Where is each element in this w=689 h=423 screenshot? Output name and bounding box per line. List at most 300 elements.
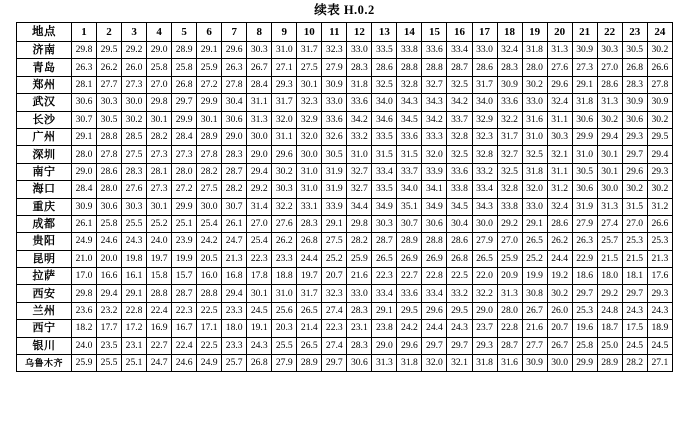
table-cell: 30.9 — [622, 94, 647, 111]
table-cell: 28.9 — [297, 355, 322, 372]
table-cell: 32.5 — [447, 76, 472, 93]
table-cell: 28.6 — [97, 163, 122, 180]
table-cell: 28.9 — [597, 355, 622, 372]
table-cell: 25.5 — [122, 215, 147, 232]
table-cell: 27.4 — [322, 302, 347, 319]
table-cell: 17.7 — [97, 320, 122, 337]
table-cell: 30.6 — [347, 355, 372, 372]
table-cell: 31.9 — [322, 163, 347, 180]
table-cell: 26.6 — [647, 215, 672, 232]
table-cell: 29.6 — [547, 76, 572, 93]
row-header-location: 深圳 — [17, 146, 72, 163]
table-cell: 30.1 — [247, 285, 272, 302]
table-cell: 22.3 — [322, 320, 347, 337]
table-cell: 23.7 — [472, 320, 497, 337]
column-header-9: 9 — [272, 23, 297, 42]
table-cell: 17.5 — [622, 320, 647, 337]
table-cell: 28.2 — [347, 233, 372, 250]
table-cell: 27.0 — [597, 59, 622, 76]
table-cell: 22.8 — [497, 320, 522, 337]
table-cell: 23.3 — [222, 337, 247, 354]
table-cell: 29.7 — [572, 285, 597, 302]
table-cell: 29.4 — [247, 163, 272, 180]
table-cell: 32.4 — [547, 94, 572, 111]
table-cell: 29.0 — [147, 42, 172, 59]
row-header-location: 兰州 — [17, 302, 72, 319]
table-cell: 32.3 — [322, 285, 347, 302]
table-cell: 24.3 — [647, 302, 672, 319]
table-cell: 28.0 — [72, 146, 97, 163]
table-cell: 28.3 — [122, 163, 147, 180]
table-cell: 29.1 — [197, 42, 222, 59]
table-cell: 25.7 — [222, 355, 247, 372]
table-cell: 30.1 — [597, 163, 622, 180]
column-header-4: 4 — [147, 23, 172, 42]
table-cell: 29.6 — [622, 163, 647, 180]
table-cell: 33.4 — [422, 285, 447, 302]
table-cell: 27.7 — [97, 76, 122, 93]
table-cell: 16.9 — [147, 320, 172, 337]
table-cell: 22.5 — [447, 268, 472, 285]
table-cell: 19.6 — [572, 320, 597, 337]
table-cell: 26.3 — [72, 59, 97, 76]
table-cell: 27.7 — [522, 337, 547, 354]
table-cell: 24.7 — [147, 355, 172, 372]
table-cell: 26.6 — [647, 59, 672, 76]
table-cell: 32.8 — [497, 181, 522, 198]
table-cell: 32.9 — [297, 111, 322, 128]
table-cell: 19.8 — [122, 250, 147, 267]
table-cell: 33.6 — [397, 128, 422, 145]
table-cell: 33.0 — [522, 94, 547, 111]
table-cell: 18.8 — [272, 268, 297, 285]
table-cell: 26.1 — [72, 215, 97, 232]
table-cell: 27.3 — [147, 146, 172, 163]
table-cell: 34.3 — [472, 198, 497, 215]
table-cell: 22.9 — [572, 250, 597, 267]
column-header-1: 1 — [72, 23, 97, 42]
table-cell: 29.4 — [597, 128, 622, 145]
table-cell: 30.6 — [622, 111, 647, 128]
table-cell: 29.2 — [497, 215, 522, 232]
table-cell: 28.2 — [147, 128, 172, 145]
table-cell: 26.8 — [172, 76, 197, 93]
table-cell: 30.2 — [647, 181, 672, 198]
table-cell: 33.4 — [447, 42, 472, 59]
table-cell: 30.4 — [222, 94, 247, 111]
table-cell: 29.5 — [97, 42, 122, 59]
table-cell: 33.6 — [397, 285, 422, 302]
table-cell: 30.3 — [272, 181, 297, 198]
row-header-location: 西宁 — [17, 320, 72, 337]
table-cell: 29.0 — [472, 302, 497, 319]
table-cell: 27.6 — [122, 181, 147, 198]
table-cell: 32.2 — [272, 198, 297, 215]
table-cell: 34.2 — [447, 94, 472, 111]
table-cell: 28.0 — [97, 181, 122, 198]
row-header-location: 长沙 — [17, 111, 72, 128]
table-cell: 23.9 — [172, 233, 197, 250]
table-cell: 27.0 — [497, 233, 522, 250]
table-cell: 26.9 — [422, 250, 447, 267]
table-cell: 29.1 — [372, 302, 397, 319]
table-cell: 27.9 — [322, 59, 347, 76]
table-cell: 17.0 — [72, 268, 97, 285]
table-cell: 31.5 — [622, 198, 647, 215]
table-cell: 28.4 — [72, 181, 97, 198]
table-cell: 32.8 — [472, 146, 497, 163]
table-cell: 22.4 — [172, 337, 197, 354]
table-cell: 31.8 — [472, 355, 497, 372]
table-cell: 27.6 — [547, 59, 572, 76]
table-cell: 29.4 — [647, 146, 672, 163]
table-cell: 26.7 — [522, 302, 547, 319]
table-cell: 34.4 — [347, 198, 372, 215]
table-cell: 30.9 — [322, 76, 347, 93]
table-cell: 31.1 — [547, 163, 572, 180]
table-cell: 30.5 — [572, 163, 597, 180]
table-cell: 33.9 — [422, 163, 447, 180]
table-cell: 24.2 — [197, 233, 222, 250]
table-cell: 30.0 — [297, 146, 322, 163]
table-cell: 26.8 — [447, 250, 472, 267]
table-cell: 25.8 — [172, 59, 197, 76]
table-cell: 30.6 — [572, 111, 597, 128]
table-cell: 25.1 — [122, 355, 147, 372]
column-header-8: 8 — [247, 23, 272, 42]
table-cell: 28.0 — [497, 302, 522, 319]
table-cell: 26.9 — [397, 250, 422, 267]
table-cell: 22.5 — [197, 337, 222, 354]
table-cell: 30.6 — [97, 198, 122, 215]
table-cell: 30.2 — [597, 111, 622, 128]
table-cell: 27.3 — [572, 59, 597, 76]
table-cell: 23.5 — [97, 337, 122, 354]
table-cell: 29.3 — [622, 128, 647, 145]
table-cell: 29.6 — [272, 146, 297, 163]
table-cell: 17.6 — [647, 268, 672, 285]
table-cell: 31.8 — [522, 163, 547, 180]
table-cell: 29.5 — [647, 128, 672, 145]
table-row — [17, 215, 673, 232]
column-header-23: 23 — [622, 23, 647, 42]
table-cell: 29.2 — [597, 285, 622, 302]
table-cell: 30.6 — [572, 181, 597, 198]
table-cell: 24.6 — [97, 233, 122, 250]
table-cell: 31.7 — [272, 94, 297, 111]
table-cell: 30.1 — [297, 76, 322, 93]
table-cell: 29.1 — [122, 285, 147, 302]
table-cell: 33.8 — [397, 42, 422, 59]
table-cell: 30.3 — [372, 215, 397, 232]
table-cell: 33.6 — [322, 111, 347, 128]
table-cell: 29.6 — [422, 302, 447, 319]
table-cell: 27.3 — [122, 76, 147, 93]
table-cell: 28.7 — [372, 233, 397, 250]
table-cell: 30.2 — [622, 181, 647, 198]
table-cell: 33.6 — [422, 42, 447, 59]
column-header-24: 24 — [647, 23, 672, 42]
table-cell: 23.2 — [97, 302, 122, 319]
table-cell: 29.4 — [97, 285, 122, 302]
table-cell: 21.5 — [597, 250, 622, 267]
table-cell: 34.9 — [372, 198, 397, 215]
table-cell: 28.3 — [622, 76, 647, 93]
table-cell: 21.5 — [622, 250, 647, 267]
table-cell: 20.0 — [97, 250, 122, 267]
table-cell: 26.3 — [572, 233, 597, 250]
table-cell: 30.0 — [197, 198, 222, 215]
table-cell: 33.2 — [347, 128, 372, 145]
table-cell: 28.8 — [197, 285, 222, 302]
table-cell: 31.1 — [272, 128, 297, 145]
table-cell: 32.7 — [497, 146, 522, 163]
row-header-location: 武汉 — [17, 94, 72, 111]
column-header-17: 17 — [472, 23, 497, 42]
table-cell: 25.2 — [322, 250, 347, 267]
table-cell: 16.8 — [222, 268, 247, 285]
table-cell: 33.5 — [372, 42, 397, 59]
table-cell: 29.0 — [372, 337, 397, 354]
table-cell: 29.9 — [172, 198, 197, 215]
table-cell: 27.5 — [297, 59, 322, 76]
table-cell: 24.3 — [447, 320, 472, 337]
table-cell: 24.5 — [247, 302, 272, 319]
table-cell: 31.7 — [497, 128, 522, 145]
table-cell: 33.5 — [372, 181, 397, 198]
table-cell: 28.1 — [147, 163, 172, 180]
table-cell: 34.3 — [397, 94, 422, 111]
table-cell: 29.7 — [622, 285, 647, 302]
row-header-location: 南宁 — [17, 163, 72, 180]
table-cell: 24.5 — [647, 337, 672, 354]
table-cell: 24.7 — [222, 233, 247, 250]
table-cell: 24.4 — [547, 250, 572, 267]
table-cell: 23.6 — [72, 302, 97, 319]
table-cell: 31.0 — [297, 163, 322, 180]
table-cell: 28.6 — [547, 215, 572, 232]
table-cell: 30.1 — [147, 111, 172, 128]
table-cell: 26.0 — [122, 59, 147, 76]
table-cell: 23.1 — [122, 337, 147, 354]
table-cell: 24.4 — [297, 250, 322, 267]
table-cell: 27.3 — [147, 181, 172, 198]
table-cell: 27.5 — [322, 233, 347, 250]
table-cell: 27.4 — [597, 215, 622, 232]
table-row — [17, 268, 673, 285]
row-header-location: 成都 — [17, 215, 72, 232]
table-cell: 30.0 — [547, 355, 572, 372]
table-cell: 30.7 — [72, 111, 97, 128]
table-cell: 32.1 — [447, 355, 472, 372]
table-cell: 34.5 — [397, 111, 422, 128]
table-cell: 31.0 — [347, 146, 372, 163]
table-cell: 31.0 — [572, 146, 597, 163]
table-cell: 24.6 — [172, 355, 197, 372]
table-cell: 31.0 — [272, 285, 297, 302]
table-cell: 32.7 — [347, 163, 372, 180]
table-cell: 28.4 — [172, 128, 197, 145]
table-row — [17, 42, 673, 59]
table-cell: 32.6 — [322, 128, 347, 145]
table-cell: 31.5 — [372, 146, 397, 163]
table-cell: 22.5 — [197, 302, 222, 319]
table-cell: 27.8 — [647, 76, 672, 93]
table-row — [17, 59, 673, 76]
table-cell: 19.7 — [147, 250, 172, 267]
table-cell: 32.8 — [397, 76, 422, 93]
table-cell: 29.0 — [222, 128, 247, 145]
table-cell: 30.9 — [497, 76, 522, 93]
table-cell: 25.2 — [522, 250, 547, 267]
table-cell: 32.5 — [447, 146, 472, 163]
table-cell: 30.7 — [222, 198, 247, 215]
table-cell: 26.2 — [547, 233, 572, 250]
table-cell: 22.7 — [397, 268, 422, 285]
table-row — [17, 163, 673, 180]
table-cell: 28.9 — [172, 42, 197, 59]
table-cell: 25.3 — [647, 233, 672, 250]
table-cell: 28.4 — [247, 76, 272, 93]
table-cell: 27.3 — [172, 146, 197, 163]
table-cell: 16.7 — [172, 320, 197, 337]
table-cell: 31.1 — [547, 111, 572, 128]
table-cell: 27.8 — [197, 146, 222, 163]
table-cell: 30.4 — [447, 215, 472, 232]
table-cell: 15.7 — [172, 268, 197, 285]
table-cell: 20.3 — [272, 320, 297, 337]
table-cell: 28.2 — [222, 181, 247, 198]
table-row — [17, 76, 673, 93]
table-cell: 28.7 — [497, 337, 522, 354]
table-cell: 30.9 — [572, 42, 597, 59]
table-cell: 25.4 — [197, 215, 222, 232]
table-cell: 27.9 — [472, 233, 497, 250]
table-cell: 19.9 — [522, 268, 547, 285]
table-cell: 31.7 — [297, 42, 322, 59]
table-cell: 34.0 — [397, 181, 422, 198]
row-header-location: 银川 — [17, 337, 72, 354]
table-cell: 28.6 — [447, 233, 472, 250]
table-cell: 32.0 — [297, 128, 322, 145]
table-cell: 25.9 — [497, 250, 522, 267]
table-cell: 30.0 — [122, 94, 147, 111]
table-cell: 27.1 — [647, 355, 672, 372]
table-cell: 22.3 — [372, 268, 397, 285]
table-cell: 28.3 — [347, 302, 372, 319]
table-cell: 27.9 — [272, 355, 297, 372]
table-cell: 18.6 — [572, 268, 597, 285]
column-header-15: 15 — [422, 23, 447, 42]
table-cell: 29.7 — [622, 146, 647, 163]
table-cell: 32.5 — [372, 76, 397, 93]
table-cell: 28.0 — [172, 163, 197, 180]
column-header-10: 10 — [297, 23, 322, 42]
table-cell: 33.1 — [297, 198, 322, 215]
table-cell: 29.0 — [247, 146, 272, 163]
table-cell: 20.7 — [322, 268, 347, 285]
row-header-location: 西安 — [17, 285, 72, 302]
table-cell: 16.0 — [197, 268, 222, 285]
table-cell: 24.5 — [622, 337, 647, 354]
table-cell: 18.0 — [222, 320, 247, 337]
table-cell: 32.2 — [472, 285, 497, 302]
table-cell: 17.8 — [247, 268, 272, 285]
table-cell: 26.8 — [622, 59, 647, 76]
table-cell: 30.2 — [547, 285, 572, 302]
table-cell: 19.1 — [247, 320, 272, 337]
table-cell: 32.2 — [497, 111, 522, 128]
table-cell: 21.4 — [297, 320, 322, 337]
table-cell: 30.2 — [647, 111, 672, 128]
table-cell: 31.0 — [522, 128, 547, 145]
table-cell: 25.2 — [147, 215, 172, 232]
table-cell: 31.5 — [397, 146, 422, 163]
table-cell: 24.8 — [597, 302, 622, 319]
table-cell: 33.4 — [372, 163, 397, 180]
header-row — [17, 23, 673, 42]
table-cell: 29.7 — [172, 94, 197, 111]
table-cell: 33.0 — [522, 198, 547, 215]
table-cell: 22.8 — [422, 268, 447, 285]
table-cell: 29.2 — [122, 42, 147, 59]
table-cell: 33.6 — [497, 94, 522, 111]
table-cell: 30.3 — [97, 94, 122, 111]
table-row — [17, 111, 673, 128]
column-header-19: 19 — [522, 23, 547, 42]
table-cell: 30.2 — [272, 163, 297, 180]
table-cell: 27.1 — [272, 59, 297, 76]
table-cell: 22.8 — [122, 302, 147, 319]
table-cell: 26.5 — [297, 302, 322, 319]
table-cell: 26.2 — [272, 233, 297, 250]
table-cell: 28.8 — [422, 233, 447, 250]
table-cell: 32.5 — [497, 163, 522, 180]
table-cell: 31.7 — [472, 76, 497, 93]
table-cell: 34.2 — [347, 111, 372, 128]
table-cell: 33.0 — [347, 285, 372, 302]
table-header — [17, 23, 673, 42]
table-cell: 33.6 — [347, 94, 372, 111]
table-cell: 31.3 — [597, 198, 622, 215]
table-cell: 28.6 — [472, 59, 497, 76]
table-row — [17, 337, 673, 354]
table-container — [0, 22, 689, 372]
table-cell: 34.3 — [422, 94, 447, 111]
table-cell: 26.3 — [222, 59, 247, 76]
column-header-22: 22 — [597, 23, 622, 42]
table-cell: 33.9 — [322, 198, 347, 215]
data-table — [16, 22, 673, 372]
table-cell: 27.8 — [222, 76, 247, 93]
column-header-12: 12 — [347, 23, 372, 42]
row-header-location: 贵阳 — [17, 233, 72, 250]
column-header-14: 14 — [397, 23, 422, 42]
table-cell: 29.6 — [222, 42, 247, 59]
table-cell: 31.4 — [247, 198, 272, 215]
table-cell: 30.2 — [647, 42, 672, 59]
table-cell: 25.8 — [147, 59, 172, 76]
table-cell: 29.9 — [572, 128, 597, 145]
table-cell: 33.6 — [447, 163, 472, 180]
table-cell: 24.0 — [147, 233, 172, 250]
table-cell: 33.2 — [447, 285, 472, 302]
table-cell: 28.5 — [122, 128, 147, 145]
table-cell: 30.3 — [247, 42, 272, 59]
table-cell: 25.1 — [172, 215, 197, 232]
column-header-18: 18 — [497, 23, 522, 42]
table-cell: 27.9 — [572, 215, 597, 232]
